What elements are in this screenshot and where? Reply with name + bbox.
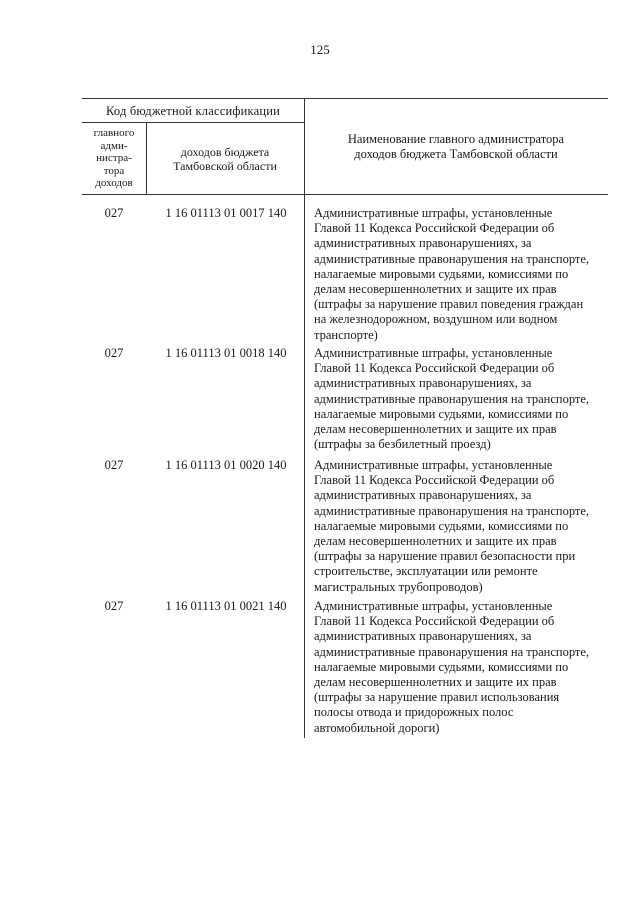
page-number: 125 (310, 42, 330, 57)
name-cell: Административные штрафы, установленные Главой 11 Кодекса Российской Федерации об административных правонарушениях, за административные правонарушения на транспорте, налагаемые мировыми судьями, комиссиями по делам несовершеннолетних и защите их прав (штрафы за нарушение правил поведения граждан на железнодорожном, воздушном или водном транспорте) (314, 206, 590, 342)
income-code-cell: 1 16 01113 01 0020 140 (165, 458, 287, 472)
header-main-administrator: главного адми- нистра- тора доходов (93, 127, 135, 190)
name-cell: Административные штрафы, установленные Главой 11 Кодекса Российской Федерации об административных правонарушениях, за административные правонарушения на транспорте, налагаемые мировыми судьями, комиссиями по делам несовершеннолетних и защите их прав (штрафы за нарушение правил безопасности при строительстве, эксплуатации или ремонте магистральных трубопроводов) (314, 458, 590, 594)
table-top-border (82, 98, 608, 99)
admin-code-cell: 027 (104, 346, 124, 360)
admin-code-cell: 027 (104, 206, 124, 220)
name-cell: Административные штрафы, установленные Главой 11 Кодекса Российской Федерации об административных правонарушениях, за административные правонарушения на транспорте, налагаемые мировыми судьями, комиссиями по делам несовершеннолетних и защите их прав (штрафы за нарушение правил использования полосы отвода и придорожных полос автомобильной дороги) (314, 599, 590, 735)
main-col-divider (304, 98, 305, 738)
admin-code-cell: 027 (104, 458, 124, 472)
name-cell: Административные штрафы, установленные Главой 11 Кодекса Российской Федерации об административных правонарушениях, за административные правонарушения на транспорте, налагаемые мировыми судьями, комиссиями по делам несовершеннолетних и защите их прав (штрафы за безбилетный проезд) (314, 346, 590, 452)
admin-code-cell: 027 (104, 599, 124, 613)
header-col-divider-1 (146, 122, 147, 194)
header-group-divider (82, 122, 304, 123)
header-income-code: доходов бюджета Тамбовской области (173, 145, 277, 173)
header-administrator-name: Наименование главного администратора доходов бюджета Тамбовской области (347, 132, 565, 161)
income-code-cell: 1 16 01113 01 0021 140 (165, 599, 287, 613)
income-code-cell: 1 16 01113 01 0018 140 (165, 346, 287, 360)
header-budget-classification-code: Код бюджетной классификации (105, 104, 281, 118)
header-bottom-border (82, 194, 608, 195)
income-code-cell: 1 16 01113 01 0017 140 (165, 206, 287, 220)
